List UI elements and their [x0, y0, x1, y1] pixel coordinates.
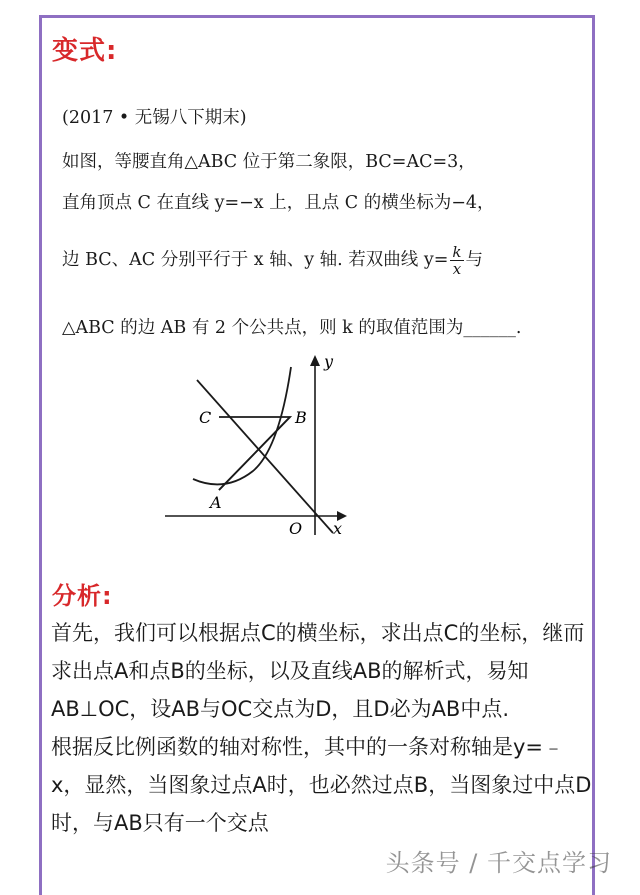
problem-line-3-start: 边 BC、AC 分别平行于 x 轴、y 轴. 若双曲线 y= [62, 250, 449, 270]
problem-line-3-end: 与 [465, 250, 484, 270]
geometry-figure [155, 345, 365, 545]
analysis-paragraph-1: 首先，我们可以根据点C的横坐标，求出点C的坐标，继而求出点A和点B的坐标，以及直线AB的解析式，易知AB⊥OC，设AB与OC交点为D，且D必为AB中点. [51, 621, 585, 721]
problem-line-3 [62, 244, 483, 277]
variant-heading: 变式: [52, 36, 118, 66]
label-o: O [289, 519, 303, 538]
analysis-heading: 分析: [52, 582, 113, 610]
analysis-paragraph-2: 根据反比例函数的轴对称性，其中的一条对称轴是y=﹣x，显然，当图象过点A时，也必然过点B，当图象过中点D时，与AB只有一个交点 [51, 735, 592, 835]
label-y: y [324, 352, 334, 371]
problem-source: (2017 • 无锡八下期末) [62, 108, 247, 128]
label-x: x [333, 519, 343, 538]
watermark: 头条号 / 千交点学习 [385, 849, 612, 877]
problem-line-1: 如图，等腰直角△ABC 位于第二象限，BC=AC=3， [62, 152, 476, 172]
segment-ab [219, 417, 290, 490]
problem-line-2: 直角顶点 C 在直线 y=−x 上，且点 C 的横坐标为−4， [62, 193, 495, 213]
label-b: B [295, 408, 307, 427]
label-a: A [210, 493, 222, 512]
fraction-k-over-x [450, 244, 463, 277]
analysis-body [51, 614, 596, 842]
label-c: C [199, 408, 212, 427]
fraction-denominator: x [452, 260, 462, 278]
problem-line-4: △ABC 的边 AB 有 2 个公共点，则 k 的取值范围为______. [62, 318, 522, 338]
y-axis-arrow [310, 355, 320, 366]
fraction-numerator: k [452, 243, 462, 261]
